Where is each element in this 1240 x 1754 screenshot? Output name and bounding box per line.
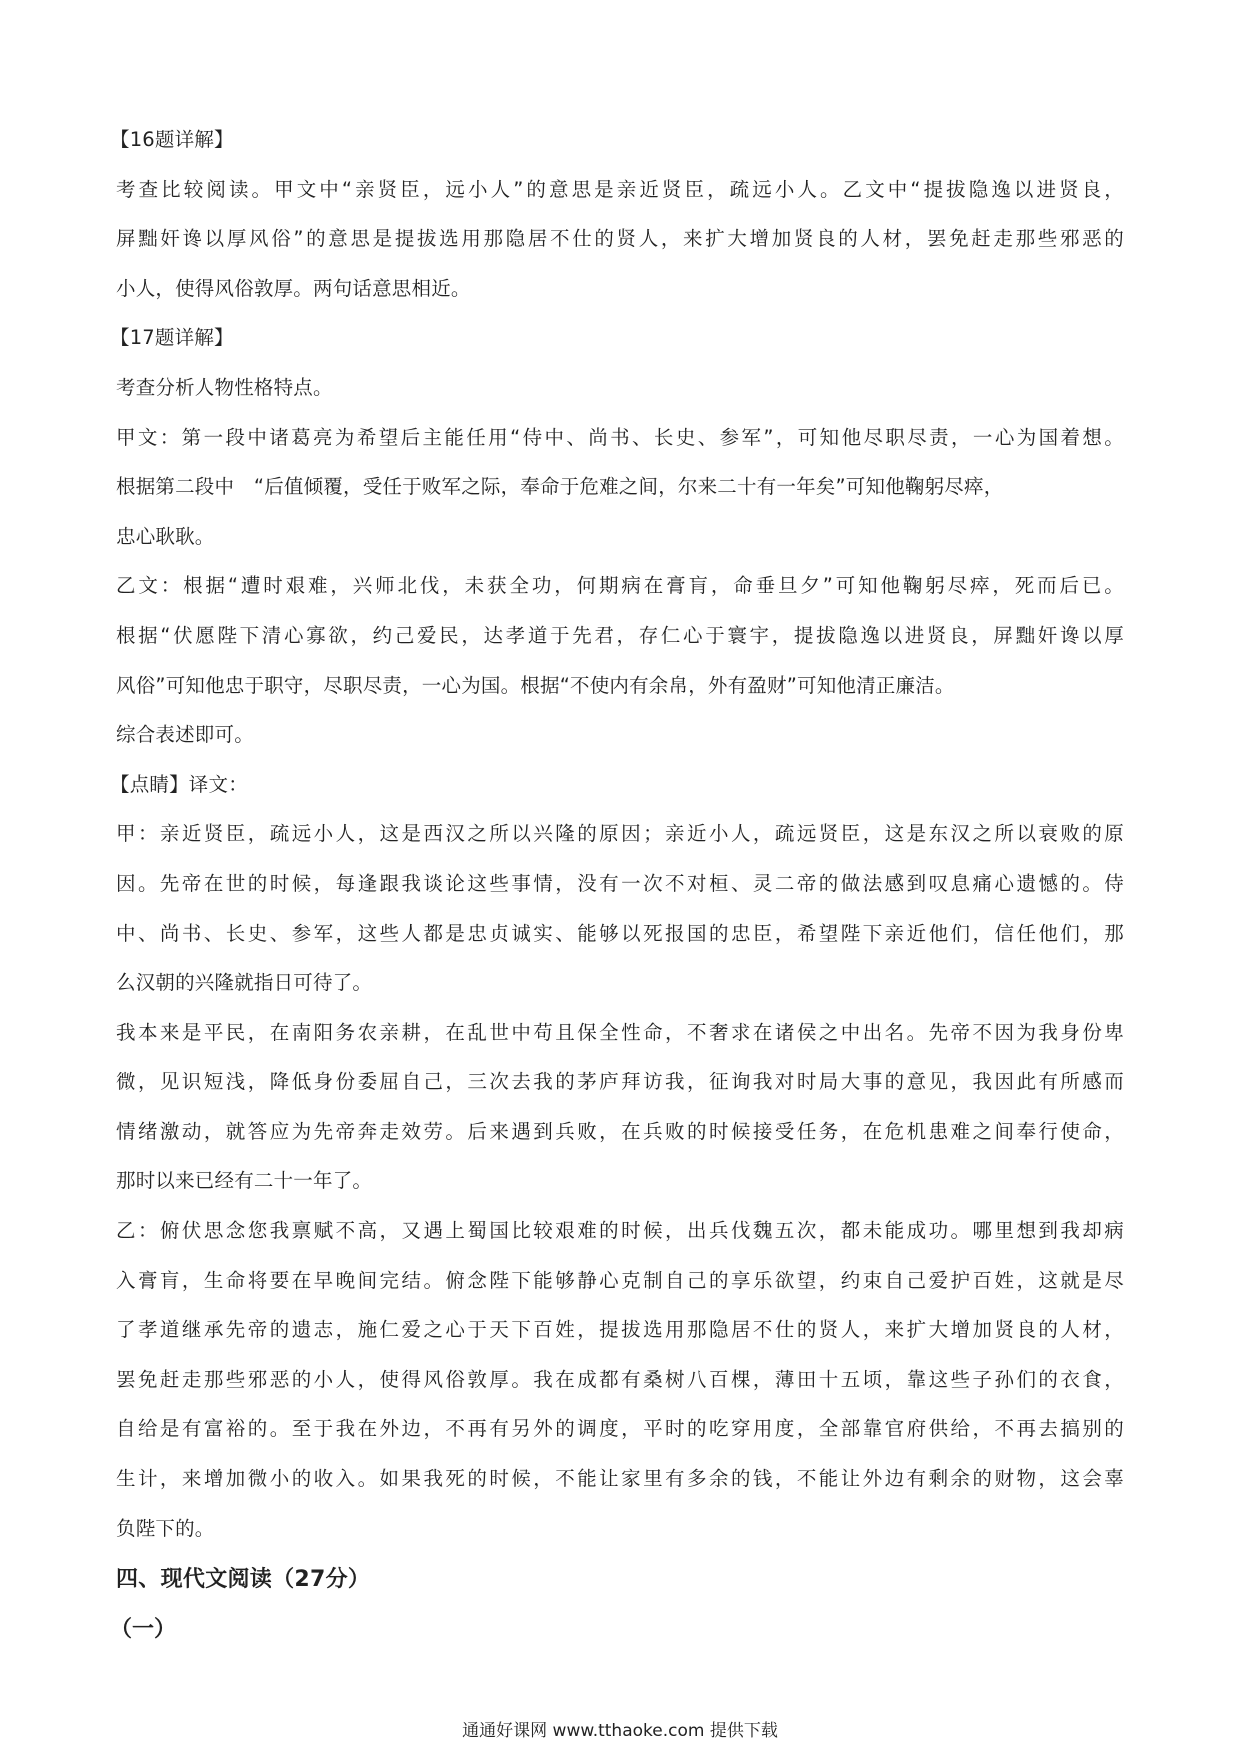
translation-yi-line-1: 乙：俯伏思念您我禀赋不高，又遇上蜀国比较艰难的时候，出兵伐魏五次，都未能成功。哪里想到我却病 (116, 1219, 1124, 1243)
footer-credit: 通通好课网 www.tthaoke.com 提供下载 (462, 1721, 778, 1741)
document-body (110, 128, 1124, 1644)
q17-line-8: 综合表述即可。 (116, 723, 254, 747)
translation-yi-line-6: 生计，来增加微小的收入。如果我死的时候，不能让家里有多余的钱，不能让外边有剩余的财物，这会辜 (116, 1467, 1124, 1491)
translation-jia-line-1: 甲：亲近贤臣，疏远小人，这是西汉之所以兴隆的原因；亲近小人，疏远贤臣，这是东汉之所以衰败的原 (116, 822, 1124, 846)
q17-line-5: 乙文：根据“遭时艰难，兴师北伐，未获全功，何期病在膏肓，命垂旦夕”可知他鞠躬尽瘁，死而后已。 (116, 574, 1124, 598)
translation-jia-line-8: 那时以来已经有二十一年了。 (116, 1169, 373, 1193)
translation-jia-line-6: 微，见识短浅，降低身份委屈自己，三次去我的茅庐拜访我，征询我对时局大事的意见，我因此有所感而 (116, 1070, 1124, 1094)
q17-line-6: 根据“伏愿陛下清心寡欲，约己爱民，达孝道于先君，存仁心于寰宇，提拔隐逸以进贤良，屏黜奸谗以厚 (116, 623, 1124, 647)
translation-yi-line-5: 自给是有富裕的。至于我在外边，不再有另外的调度，平时的吃穿用度，全部靠官府供给，不再去搞别的 (116, 1417, 1124, 1441)
section-heading-modern-reading: 四、现代文阅读（27分） (116, 1567, 371, 1593)
translation-jia-line-4: 么汉朝的兴隆就指日可待了。 (116, 971, 373, 995)
translation-jia-line-3: 中、尚书、长史、参军，这些人都是忠贞诚实、能够以死报国的忠臣，希望陛下亲近他们，信任他们，那 (116, 921, 1124, 945)
q17-line-3: 根据第二段中 “后值倾覆，受任于败军之际，奉命于危难之间，尔来二十有一年矣”可知他鞠躬尽瘁， (116, 475, 1004, 499)
q16-line-2: 屏黜奸谗以厚风俗”的意思是提拔选用那隐居不仕的贤人，来扩大增加贤良的人材，罢免赶走那些邪恶的 (116, 227, 1124, 251)
sub-heading-part-one: （一） (110, 1617, 177, 1643)
translation-yi-line-4: 罢免赶走那些邪恶的小人，使得风俗敦厚。我在成都有桑树八百棵，薄田十五顷，靠这些子孙们的衣食， (116, 1367, 1124, 1391)
q17-line-1: 考查分析人物性格特点。 (116, 375, 333, 399)
q17-line-4: 忠心耿耿。 (116, 524, 215, 548)
translation-yi-line-3: 了孝道继承先帝的遗志，施仁爱之心于天下百姓，提拔选用那隐居不仕的贤人，来扩大增加贤良的人材， (116, 1318, 1124, 1342)
heading-q17: 【17题详解】 (110, 326, 234, 350)
heading-dianjing: 【点睛】译文： (110, 772, 248, 796)
translation-yi-line-7: 负陛下的。 (116, 1516, 215, 1540)
q16-line-1: 考查比较阅读。甲文中“亲贤臣，远小人”的意思是亲近贤臣，疏远小人。乙文中“提拔隐逸以进贤良， (116, 177, 1124, 201)
q17-line-7: 风俗”可知他忠于职守，尽职尽责，一心为国。根据“不使内有余帛，外有盈财”可知他清正廉洁。 (116, 673, 955, 697)
heading-q16: 【16题详解】 (110, 128, 234, 151)
translation-jia-line-2: 因。先帝在世的时候，每逢跟我谈论这些事情，没有一次不对桓、灵二帝的做法感到叹息痛心遗憾的。侍 (116, 871, 1124, 895)
translation-jia-line-5: 我本来是平民，在南阳务农亲耕，在乱世中苟且保全性命，不奢求在诸侯之中出名。先帝不因为我身份卑 (116, 1020, 1124, 1044)
translation-yi-line-2: 入膏肓，生命将要在早晚间完结。俯念陛下能够静心克制自己的享乐欲望，约束自己爱护百姓，这就是尽 (116, 1268, 1124, 1292)
q17-line-2: 甲文：第一段中诸葛亮为希望后主能任用“侍中、尚书、长史、参军”，可知他尽职尽责，一心为国着想。 (116, 425, 1124, 449)
translation-jia-line-7: 情绪激动，就答应为先帝奔走效劳。后来遇到兵败，在兵败的时候接受任务，在危机患难之间奉行使命， (116, 1119, 1124, 1143)
q16-line-3: 小人，使得风俗敦厚。两句话意思相近。 (116, 276, 471, 300)
